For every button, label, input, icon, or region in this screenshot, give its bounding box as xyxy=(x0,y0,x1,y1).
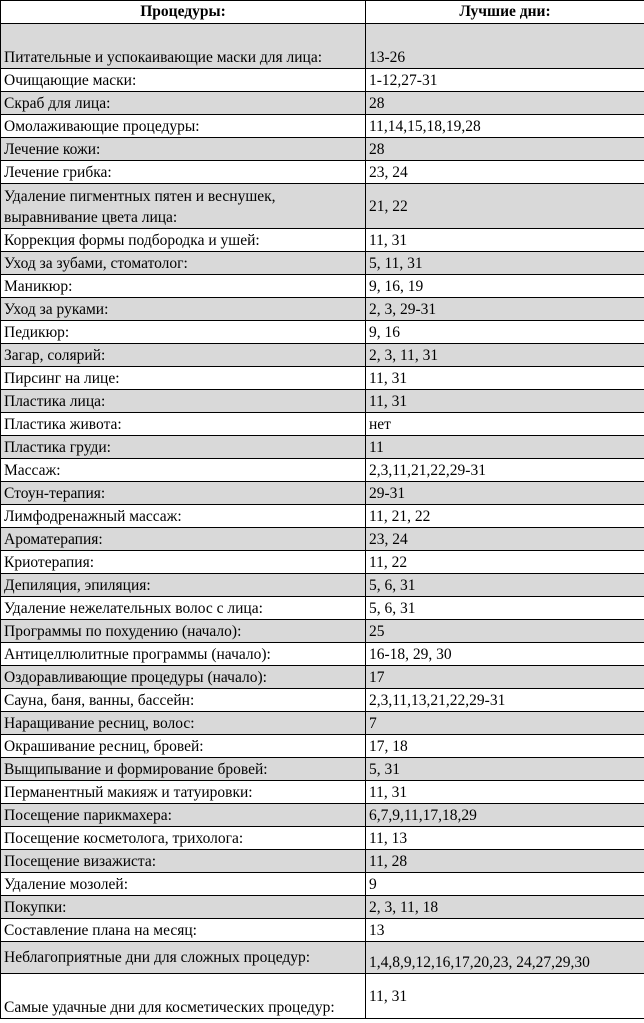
procedure-cell: Стоун-терапия: xyxy=(1,482,366,505)
days-cell: 9, 16 xyxy=(366,321,644,344)
table-row xyxy=(1,712,644,735)
procedure-cell: Ароматерапия: xyxy=(1,528,366,551)
procedure-cell: Составление плана на месяц: xyxy=(1,919,366,942)
procedure-cell: Посещение парикмахера: xyxy=(1,804,366,827)
table-row xyxy=(1,735,644,758)
procedure-cell: Омолаживающие процедуры: xyxy=(1,115,366,138)
procedures-header: Процедуры: xyxy=(1,1,366,24)
days-cell: 6,7,9,11,17,18,29 xyxy=(366,804,644,827)
procedure-cell: Пирсинг на лице: xyxy=(1,367,366,390)
procedure-cell: Посещение косметолога, трихолога: xyxy=(1,827,366,850)
table-row xyxy=(1,482,644,505)
procedure-cell: Коррекция формы подбородка и ушей: xyxy=(1,229,366,252)
days-cell: 23, 24 xyxy=(366,161,644,184)
procedure-cell: Программы по похудению (начало): xyxy=(1,620,366,643)
procedure-cell: Лимфодренажный массаж: xyxy=(1,505,366,528)
table-row xyxy=(1,666,644,689)
table-row xyxy=(1,551,644,574)
procedure-cell: Окрашивание ресниц, бровей: xyxy=(1,735,366,758)
table-row xyxy=(1,620,644,643)
procedure-cell: Перманентный макияж и татуировки: xyxy=(1,781,366,804)
days-cell: 11, 31 xyxy=(366,367,644,390)
days-cell: 11, 22 xyxy=(366,551,644,574)
table-row xyxy=(1,781,644,804)
table-row xyxy=(1,184,644,229)
days-cell: 11, 13 xyxy=(366,827,644,850)
days-cell: нет xyxy=(366,413,644,436)
days-cell: 16-18, 29, 30 xyxy=(366,643,644,666)
days-cell: 17 xyxy=(366,666,644,689)
days-cell: 2, 3, 11, 18 xyxy=(366,896,644,919)
days-cell: 11, 31 xyxy=(366,974,644,1019)
days-cell: 17, 18 xyxy=(366,735,644,758)
days-cell: 23, 24 xyxy=(366,528,644,551)
table-row xyxy=(1,942,644,974)
procedure-cell: Пластика лица: xyxy=(1,390,366,413)
days-cell: 7 xyxy=(366,712,644,735)
days-cell: 11 xyxy=(366,436,644,459)
table-row xyxy=(1,873,644,896)
procedure-cell: Скраб для лица: xyxy=(1,92,366,115)
table-row xyxy=(1,367,644,390)
procedure-cell: Педикюр: xyxy=(1,321,366,344)
table-row xyxy=(1,138,644,161)
days-cell: 5, 6, 31 xyxy=(366,574,644,597)
procedure-cell: Массаж: xyxy=(1,459,366,482)
days-cell: 13-26 xyxy=(366,24,644,69)
table-row xyxy=(1,436,644,459)
procedure-cell: Уход за руками: xyxy=(1,298,366,321)
procedure-cell: Очищающие маски: xyxy=(1,69,366,92)
days-cell: 1-12,27-31 xyxy=(366,69,644,92)
days-cell: 2,3,11,21,22,29-31 xyxy=(366,459,644,482)
procedure-cell: Покупки: xyxy=(1,896,366,919)
table-row xyxy=(1,252,644,275)
days-cell: 2,3,11,13,21,22,29-31 xyxy=(366,689,644,712)
procedure-cell: Удаление нежелательных волос с лица: xyxy=(1,597,366,620)
procedure-cell: Загар, солярий: xyxy=(1,344,366,367)
procedure-cell: Антицеллюлитные программы (начало): xyxy=(1,643,366,666)
table-row xyxy=(1,344,644,367)
procedure-cell: Уход за зубами, стоматолог: xyxy=(1,252,366,275)
procedure-cell: Удаление мозолей: xyxy=(1,873,366,896)
best-days-header: Лучшие дни: xyxy=(366,1,644,24)
days-cell: 5, 11, 31 xyxy=(366,252,644,275)
table-row xyxy=(1,69,644,92)
days-cell: 28 xyxy=(366,138,644,161)
procedure-cell: Наращивание ресниц, волос: xyxy=(1,712,366,735)
procedure-cell: Лечение кожи: xyxy=(1,138,366,161)
table-row xyxy=(1,804,644,827)
days-cell: 11, 28 xyxy=(366,850,644,873)
table-row xyxy=(1,505,644,528)
procedure-cell: Оздоравливающие процедуры (начало): xyxy=(1,666,366,689)
table-row xyxy=(1,574,644,597)
table-row xyxy=(1,24,644,69)
table-row xyxy=(1,827,644,850)
days-cell: 28 xyxy=(366,92,644,115)
table-row xyxy=(1,459,644,482)
table-row xyxy=(1,643,644,666)
days-cell: 5, 31 xyxy=(366,758,644,781)
days-cell: 25 xyxy=(366,620,644,643)
procedure-cell: Удаление пигментных пятен и веснушек, выравнивание цвета лица: xyxy=(1,184,366,229)
table-row xyxy=(1,298,644,321)
days-cell: 11,14,15,18,19,28 xyxy=(366,115,644,138)
table-row xyxy=(1,115,644,138)
days-cell: 29-31 xyxy=(366,482,644,505)
procedure-cell: Неблагоприятные дни для сложных процедур: xyxy=(1,942,366,974)
procedure-cell: Пластика груди: xyxy=(1,436,366,459)
days-cell: 11, 21, 22 xyxy=(366,505,644,528)
table-row xyxy=(1,321,644,344)
days-cell: 2, 3, 29-31 xyxy=(366,298,644,321)
days-cell: 9 xyxy=(366,873,644,896)
table-row xyxy=(1,850,644,873)
days-cell: 5, 6, 31 xyxy=(366,597,644,620)
procedure-cell: Пластика живота: xyxy=(1,413,366,436)
table-row xyxy=(1,597,644,620)
procedure-cell: Криотерапия: xyxy=(1,551,366,574)
procedure-cell: Маникюр: xyxy=(1,275,366,298)
days-cell: 9, 16, 19 xyxy=(366,275,644,298)
days-cell: 11, 31 xyxy=(366,781,644,804)
table-row xyxy=(1,275,644,298)
table-row xyxy=(1,92,644,115)
days-cell: 21, 22 xyxy=(366,184,644,229)
table-row xyxy=(1,161,644,184)
days-cell: 1,4,8,9,12,16,17,20,23, 24,27,29,30 xyxy=(366,942,644,974)
table-row xyxy=(1,229,644,252)
procedure-cell: Питательные и успокаивающие маски для лица: xyxy=(1,24,366,69)
days-cell: 11, 31 xyxy=(366,229,644,252)
table-row xyxy=(1,689,644,712)
procedure-cell: Лечение грибка: xyxy=(1,161,366,184)
procedure-cell: Самые удачные дни для косметических процедур: xyxy=(1,974,366,1019)
days-cell: 11, 31 xyxy=(366,390,644,413)
days-cell: 2, 3, 11, 31 xyxy=(366,344,644,367)
procedure-cell: Депиляция, эпиляция: xyxy=(1,574,366,597)
header-row xyxy=(1,1,644,24)
table-row xyxy=(1,413,644,436)
table-row xyxy=(1,528,644,551)
procedure-cell: Выщипывание и формирование бровей: xyxy=(1,758,366,781)
days-cell: 13 xyxy=(366,919,644,942)
table-row xyxy=(1,919,644,942)
table-row xyxy=(1,390,644,413)
table-row xyxy=(1,896,644,919)
procedure-cell: Сауна, баня, ванны, бассейн: xyxy=(1,689,366,712)
procedure-cell: Посещение визажиста: xyxy=(1,850,366,873)
table-row xyxy=(1,758,644,781)
table-row xyxy=(1,974,644,1019)
